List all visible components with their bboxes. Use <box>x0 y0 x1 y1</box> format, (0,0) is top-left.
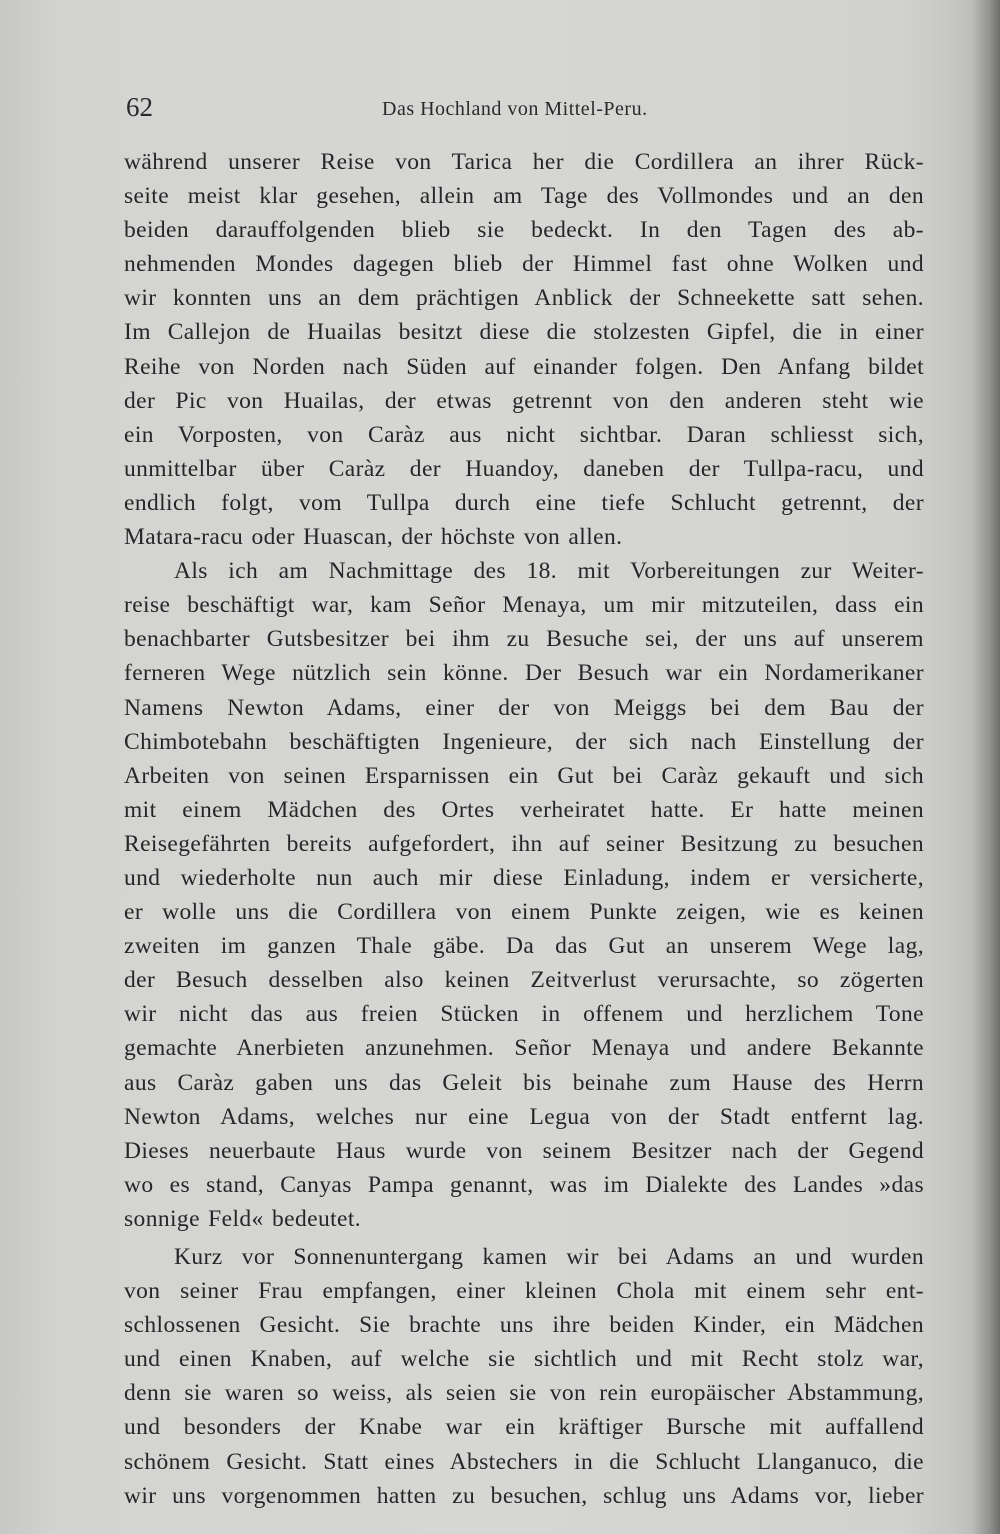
text-line: und besonders der Knabe war ein kräftiger Bursche mit auffallend <box>124 1414 924 1441</box>
page-edge-shadow <box>972 0 1000 1534</box>
text-line: und wiederholte nun auch mir diese Einladung, indem er versicherte, <box>124 864 924 891</box>
text-line: ferneren Wege nützlich sein könne. Der Besuch war ein Nordamerikaner <box>124 660 924 687</box>
text-line: Chimbotebahn beschäftigten Ingenieure, der sich nach Einstellung der <box>124 728 924 755</box>
text-line: beiden darauffolgenden blieb sie bedeckt. In den Tagen des ab- <box>124 217 924 244</box>
text-line: aus Caràz gaben uns das Geleit bis beinahe zum Hause des Herrn <box>124 1069 924 1096</box>
body-text <box>124 145 924 1513</box>
text-line: Reisegefährten bereits aufgefordert, ihn auf seiner Besitzung zu besuchen <box>124 830 924 857</box>
text-line: unmittelbar über Caràz der Huandoy, daneben der Tullpa-racu, und <box>124 455 924 482</box>
text-line: er wolle uns die Cordillera von einem Punkte zeigen, wie es keinen <box>124 899 924 926</box>
text-line: ein Vorposten, von Caràz aus nicht sichtbar. Daran schliesst sich, <box>124 421 924 448</box>
text-line: reise beschäftigt war, kam Señor Menaya, um mir mitzuteilen, dass ein <box>124 592 924 619</box>
text-line: Im Callejon de Huailas besitzt diese die stolzesten Gipfel, die in einer <box>124 319 924 346</box>
running-head: Das Hochland von Mittel-Peru. <box>382 98 648 120</box>
text-line: nehmenden Mondes dagegen blieb der Himmel fast ohne Wolken und <box>124 251 924 278</box>
text-line: und einen Knaben, auf welche sie sichtlich und mit Recht stolz war, <box>124 1346 924 1373</box>
text-line: Namens Newton Adams, einer der von Meiggs bei dem Bau der <box>124 694 924 721</box>
text-line: endlich folgt, vom Tullpa durch eine tiefe Schlucht getrennt, der <box>124 489 924 516</box>
text-line: sonnige Feld« bedeutet. <box>124 1205 362 1232</box>
text-line: Dieses neuerbaute Haus wurde von seinem Besitzer nach der Gegend <box>124 1137 924 1164</box>
text-line: mit einem Mädchen des Ortes verheiratet hatte. Er hatte meinen <box>124 796 924 823</box>
text-line: Newton Adams, welches nur eine Legua von der Stadt entfernt lag. <box>124 1103 924 1130</box>
text-line: seite meist klar gesehen, allein am Tage des Vollmondes und an den <box>124 183 924 210</box>
text-line: benachbarter Gutsbesitzer bei ihm zu Besuche sei, der uns auf unserem <box>124 626 924 653</box>
text-line: Matara-racu oder Huascan, der höchste von allen. <box>124 524 623 551</box>
text-line: der Pic von Huailas, der etwas getrennt von den anderen steht wie <box>124 387 924 414</box>
text-line: zweiten im ganzen Thale gäbe. Da das Gut an unserem Wege lag, <box>124 933 924 960</box>
text-line: Kurz vor Sonnenuntergang kamen wir bei Adams an und wurden <box>174 1244 924 1270</box>
text-line: Reihe von Norden nach Süden auf einander folgen. Den Anfang bildet <box>124 353 924 380</box>
text-line: während unserer Reise von Tarica her die Cordillera an ihrer Rück- <box>124 149 924 175</box>
text-line: schlossenen Gesicht. Sie brachte uns ihre beiden Kinder, ein Mädchen <box>124 1312 924 1339</box>
text-line: Als ich am Nachmittage des 18. mit Vorbereitungen zur Weiter- <box>174 558 924 585</box>
page-header <box>126 92 906 126</box>
text-line: schönem Gesicht. Statt eines Abstechers in die Schlucht Llanganuco, die <box>124 1448 924 1475</box>
page-number: 62 <box>126 92 153 122</box>
text-line: der Besuch desselben also keinen Zeitverlust verursachte, so zögerten <box>124 967 924 994</box>
text-line: wir uns vorgenommen hatten zu besuchen, schlug uns Adams vor, lieber <box>124 1482 924 1509</box>
text-line: denn sie waren so weiss, als seien sie von rein europäischer Abstammung, <box>124 1380 924 1407</box>
text-line: Arbeiten von seinen Ersparnissen ein Gut bei Caràz gekauft und sich <box>124 762 924 789</box>
text-line: von seiner Frau empfangen, einer kleinen Chola mit einem sehr ent- <box>124 1278 924 1305</box>
text-line: wir nicht das aus freien Stücken in offenem und herzlichem Tone <box>124 1001 924 1028</box>
text-line: wir konnten uns an dem prächtigen Anblick der Schneekette satt sehen. <box>124 285 924 312</box>
text-line: wo es stand, Canyas Pampa genannt, was im Dialekte des Landes »das <box>124 1171 924 1198</box>
text-line: gemachte Anerbieten anzunehmen. Señor Menaya und andere Bekannte <box>124 1035 924 1062</box>
